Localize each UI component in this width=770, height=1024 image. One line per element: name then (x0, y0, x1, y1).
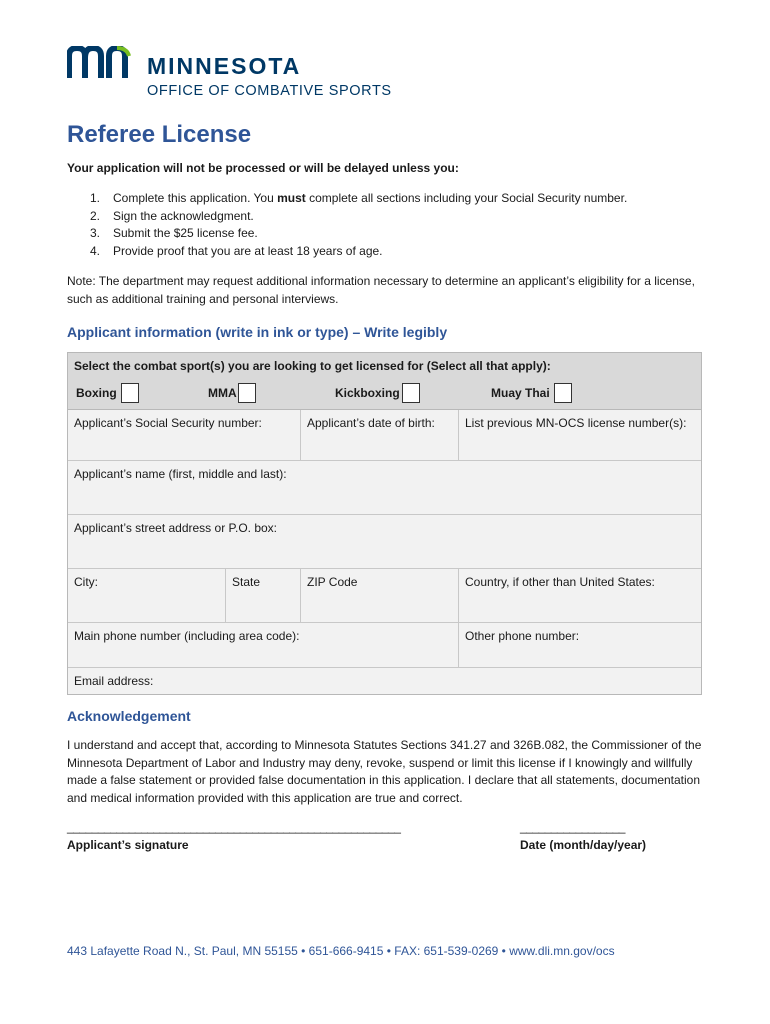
sport-label: MMA (208, 386, 237, 400)
note-text: Note: The department may request additional information necessary to determine an applicant’s eligibility for a license, such as additional training and personal interviews. (67, 274, 695, 306)
sport-label: Boxing (76, 386, 117, 400)
signature-line[interactable]: ______________________________________________________ (67, 820, 401, 834)
city-field[interactable]: City: (68, 569, 226, 622)
sport-option-mma (208, 383, 256, 403)
kickboxing-checkbox[interactable] (402, 383, 420, 403)
form-row (68, 569, 701, 623)
mn-logo-icon (67, 46, 133, 80)
state-field[interactable]: State (226, 569, 301, 622)
sport-label: Muay Thai (491, 386, 550, 400)
sports-question: Select the combat sport(s) you are looking to get licensed for (Select all that apply): (74, 359, 551, 373)
acknowledgement-heading: Acknowledgement (67, 708, 191, 724)
list-text: Provide proof that you are at least 18 years of age. (113, 243, 383, 258)
sport-label: Kickboxing (335, 386, 400, 400)
boxing-checkbox[interactable] (121, 383, 139, 403)
applicant-form-table (67, 352, 702, 695)
page-title: Referee License (67, 121, 252, 148)
street-address-field[interactable]: Applicant’s street address or P.O. box: (74, 521, 277, 535)
logo-subtitle: OFFICE OF COMBATIVE SPORTS (147, 83, 392, 99)
form-row (68, 668, 701, 694)
list-text: Complete this application. You must complete all sections including your Social Security number. (113, 191, 628, 205)
zip-code-field[interactable]: ZIP Code (301, 569, 459, 622)
logo-wordmark: MINNESOTA (147, 53, 302, 79)
form-row (68, 623, 701, 668)
signature-label: Applicant’s signature (67, 838, 189, 852)
list-item (67, 190, 627, 208)
date-line[interactable]: _________________ (520, 820, 625, 834)
country-field[interactable]: Country, if other than United States: (465, 575, 655, 589)
footer-contact: 443 Lafayette Road N., St. Paul, MN 55155 • 651-666-9415 • FAX: 651-539-0269 • www.dli.mn.gov/ocs (67, 944, 615, 958)
ssn-field[interactable]: Applicant’s Social Security number: (68, 410, 301, 460)
date-of-birth-field[interactable]: Applicant’s date of birth: (301, 410, 459, 460)
list-number: 1. (90, 191, 101, 205)
form-row (68, 515, 701, 569)
mma-checkbox[interactable] (238, 383, 256, 403)
sport-option-muay-thai (491, 383, 572, 403)
list-text: Sign the acknowledgment. (113, 208, 254, 223)
list-item (67, 225, 627, 243)
intro-text: Your application will not be processed or will be delayed unless you: (67, 161, 459, 175)
minnesota-logo (67, 43, 397, 101)
list-text: Submit the $25 license fee. (113, 226, 258, 240)
acknowledgement-text: I understand and accept that, according to Minnesota Statutes Sections 341.27 and 326B.082, the Commissioner of the Minnesota Department of Labor and Industry may deny, revoke, suspend or limit this license if I knowingly and willfully made a false statement or provided false documentation in this application. I declare that all statements, documentation and medical information provided with this application are true and correct. (67, 738, 702, 805)
list-item (67, 243, 627, 261)
list-number: 2. (90, 208, 101, 223)
list-item (67, 208, 627, 226)
previous-license-field[interactable]: List previous MN-OCS license number(s): (465, 416, 687, 430)
requirements-list (67, 190, 627, 260)
sports-selection-row (68, 353, 701, 410)
form-row (68, 410, 701, 461)
other-phone-field[interactable]: Other phone number: (465, 629, 580, 643)
applicant-name-field[interactable]: Applicant’s name (first, middle and last): (74, 467, 287, 481)
muay-thai-checkbox[interactable] (554, 383, 572, 403)
email-address-field[interactable]: Email address: (74, 674, 154, 688)
sport-option-boxing (76, 383, 139, 403)
list-number: 3. (90, 226, 101, 240)
list-number: 4. (90, 243, 101, 258)
applicant-section-heading: Applicant information (write in ink or type) – Write legibly (67, 324, 448, 340)
sport-option-kickboxing (335, 383, 420, 403)
date-label: Date (month/day/year) (520, 838, 647, 852)
form-row (68, 461, 701, 515)
main-phone-field[interactable]: Main phone number (including area code): (68, 623, 459, 667)
